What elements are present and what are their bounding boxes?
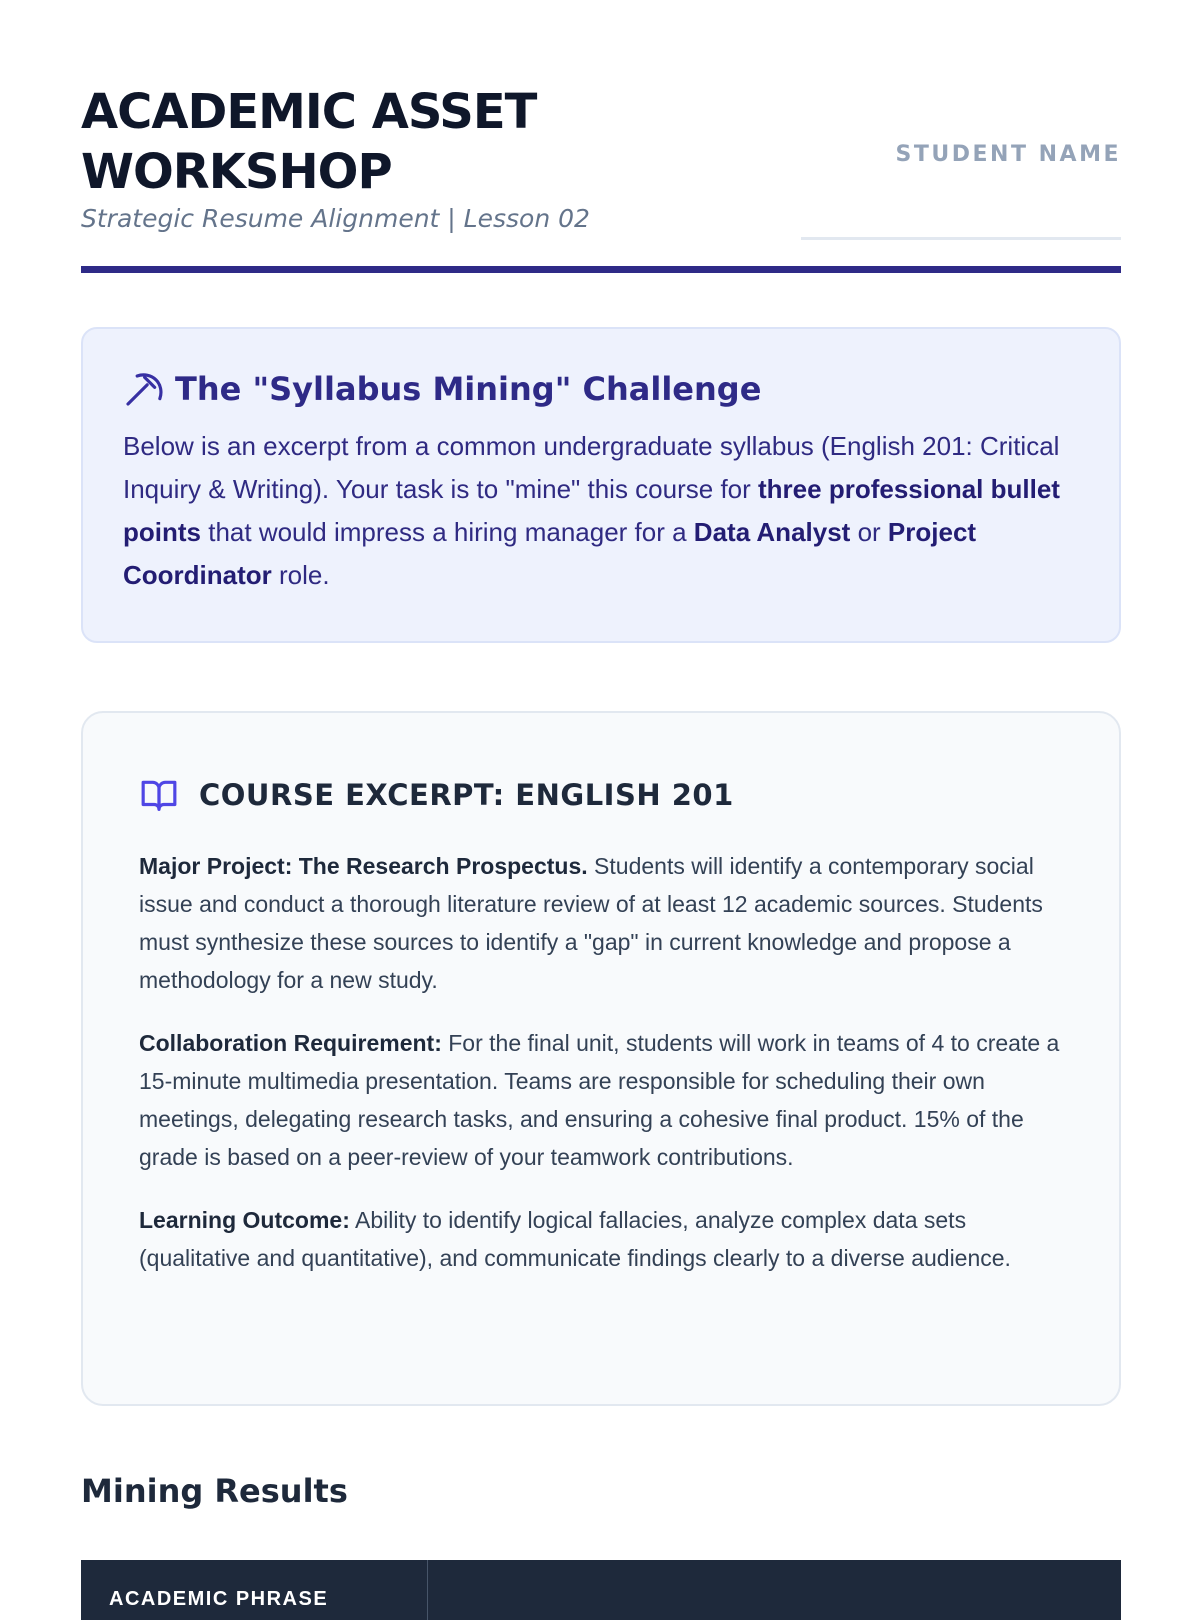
challenge-text-4: role.: [271, 560, 330, 590]
student-name-label: STUDENT NAME: [895, 142, 1121, 167]
challenge-instructions: [123, 425, 1079, 597]
excerpt-header: [139, 773, 1063, 817]
excerpt-title: COURSE EXCERPT: ENGLISH 201: [199, 778, 734, 812]
excerpt-text: For the final unit, students will work in teams of 4 to create a 15-minute multimedia presentation. Teams are responsible for scheduling their own meetings, delegating research tasks, and ensuring a cohesive final product. 15% of the grade is based on a peer-review of your teamwork contributions.: [139, 1030, 1060, 1170]
open-book-icon: [139, 776, 179, 814]
mining-results-title: Mining Results: [81, 1472, 348, 1510]
excerpt-paragraph-collaboration: [139, 1024, 1063, 1176]
excerpt-label: Major Project: The Research Prospectus.: [139, 853, 588, 879]
excerpt-label: Learning Outcome:: [139, 1207, 350, 1233]
student-name-block: [801, 142, 1121, 167]
challenge-bold-1: three professional bullet points: [123, 474, 1060, 547]
column-header-second: [428, 1560, 1121, 1620]
student-name-field-line[interactable]: [801, 237, 1121, 240]
challenge-box: [81, 327, 1121, 643]
page-subtitle: Strategic Resume Alignment | Lesson 02: [81, 204, 590, 233]
challenge-bold-2: Data Analyst: [693, 517, 851, 547]
page-title: ACADEMIC ASSET WORKSHOP: [81, 84, 537, 200]
worksheet-page: [81, 0, 1121, 1610]
challenge-bold-3: Project Coordinator: [123, 517, 977, 590]
worksheet-header: [81, 0, 1121, 275]
column-header-academic-phrase: ACADEMIC PHRASE: [81, 1560, 428, 1620]
challenge-header: [123, 365, 1079, 413]
results-table-header: [81, 1560, 1121, 1620]
challenge-text-2: that would impress a hiring manager for a: [201, 517, 694, 547]
excerpt-text: Ability to identify logical fallacies, analyze complex data sets (qualitative and quantitative), and communicate findings clearly to a diverse audience.: [139, 1207, 1011, 1271]
challenge-text-3: or: [850, 517, 888, 547]
course-excerpt-box: [81, 711, 1121, 1406]
challenge-text-1: Below is an excerpt from a common undergraduate syllabus (English 201: Critical Inquiry & Writing). Your task is to "mine" this course for: [123, 431, 1060, 504]
challenge-title: The "Syllabus Mining" Challenge: [175, 370, 762, 408]
header-divider: [81, 266, 1121, 273]
excerpt-paragraph-major-project: [139, 847, 1063, 999]
excerpt-label: Collaboration Requirement:: [139, 1030, 442, 1056]
excerpt-paragraph-learning-outcome: [139, 1201, 1063, 1277]
pickaxe-icon: [123, 369, 163, 409]
excerpt-text: Students will identify a contemporary social issue and conduct a thorough literature review of at least 12 academic sources. Students must synthesize these sources to identify a "gap" in current knowledge and propose a methodology for a new study.: [139, 853, 1043, 993]
